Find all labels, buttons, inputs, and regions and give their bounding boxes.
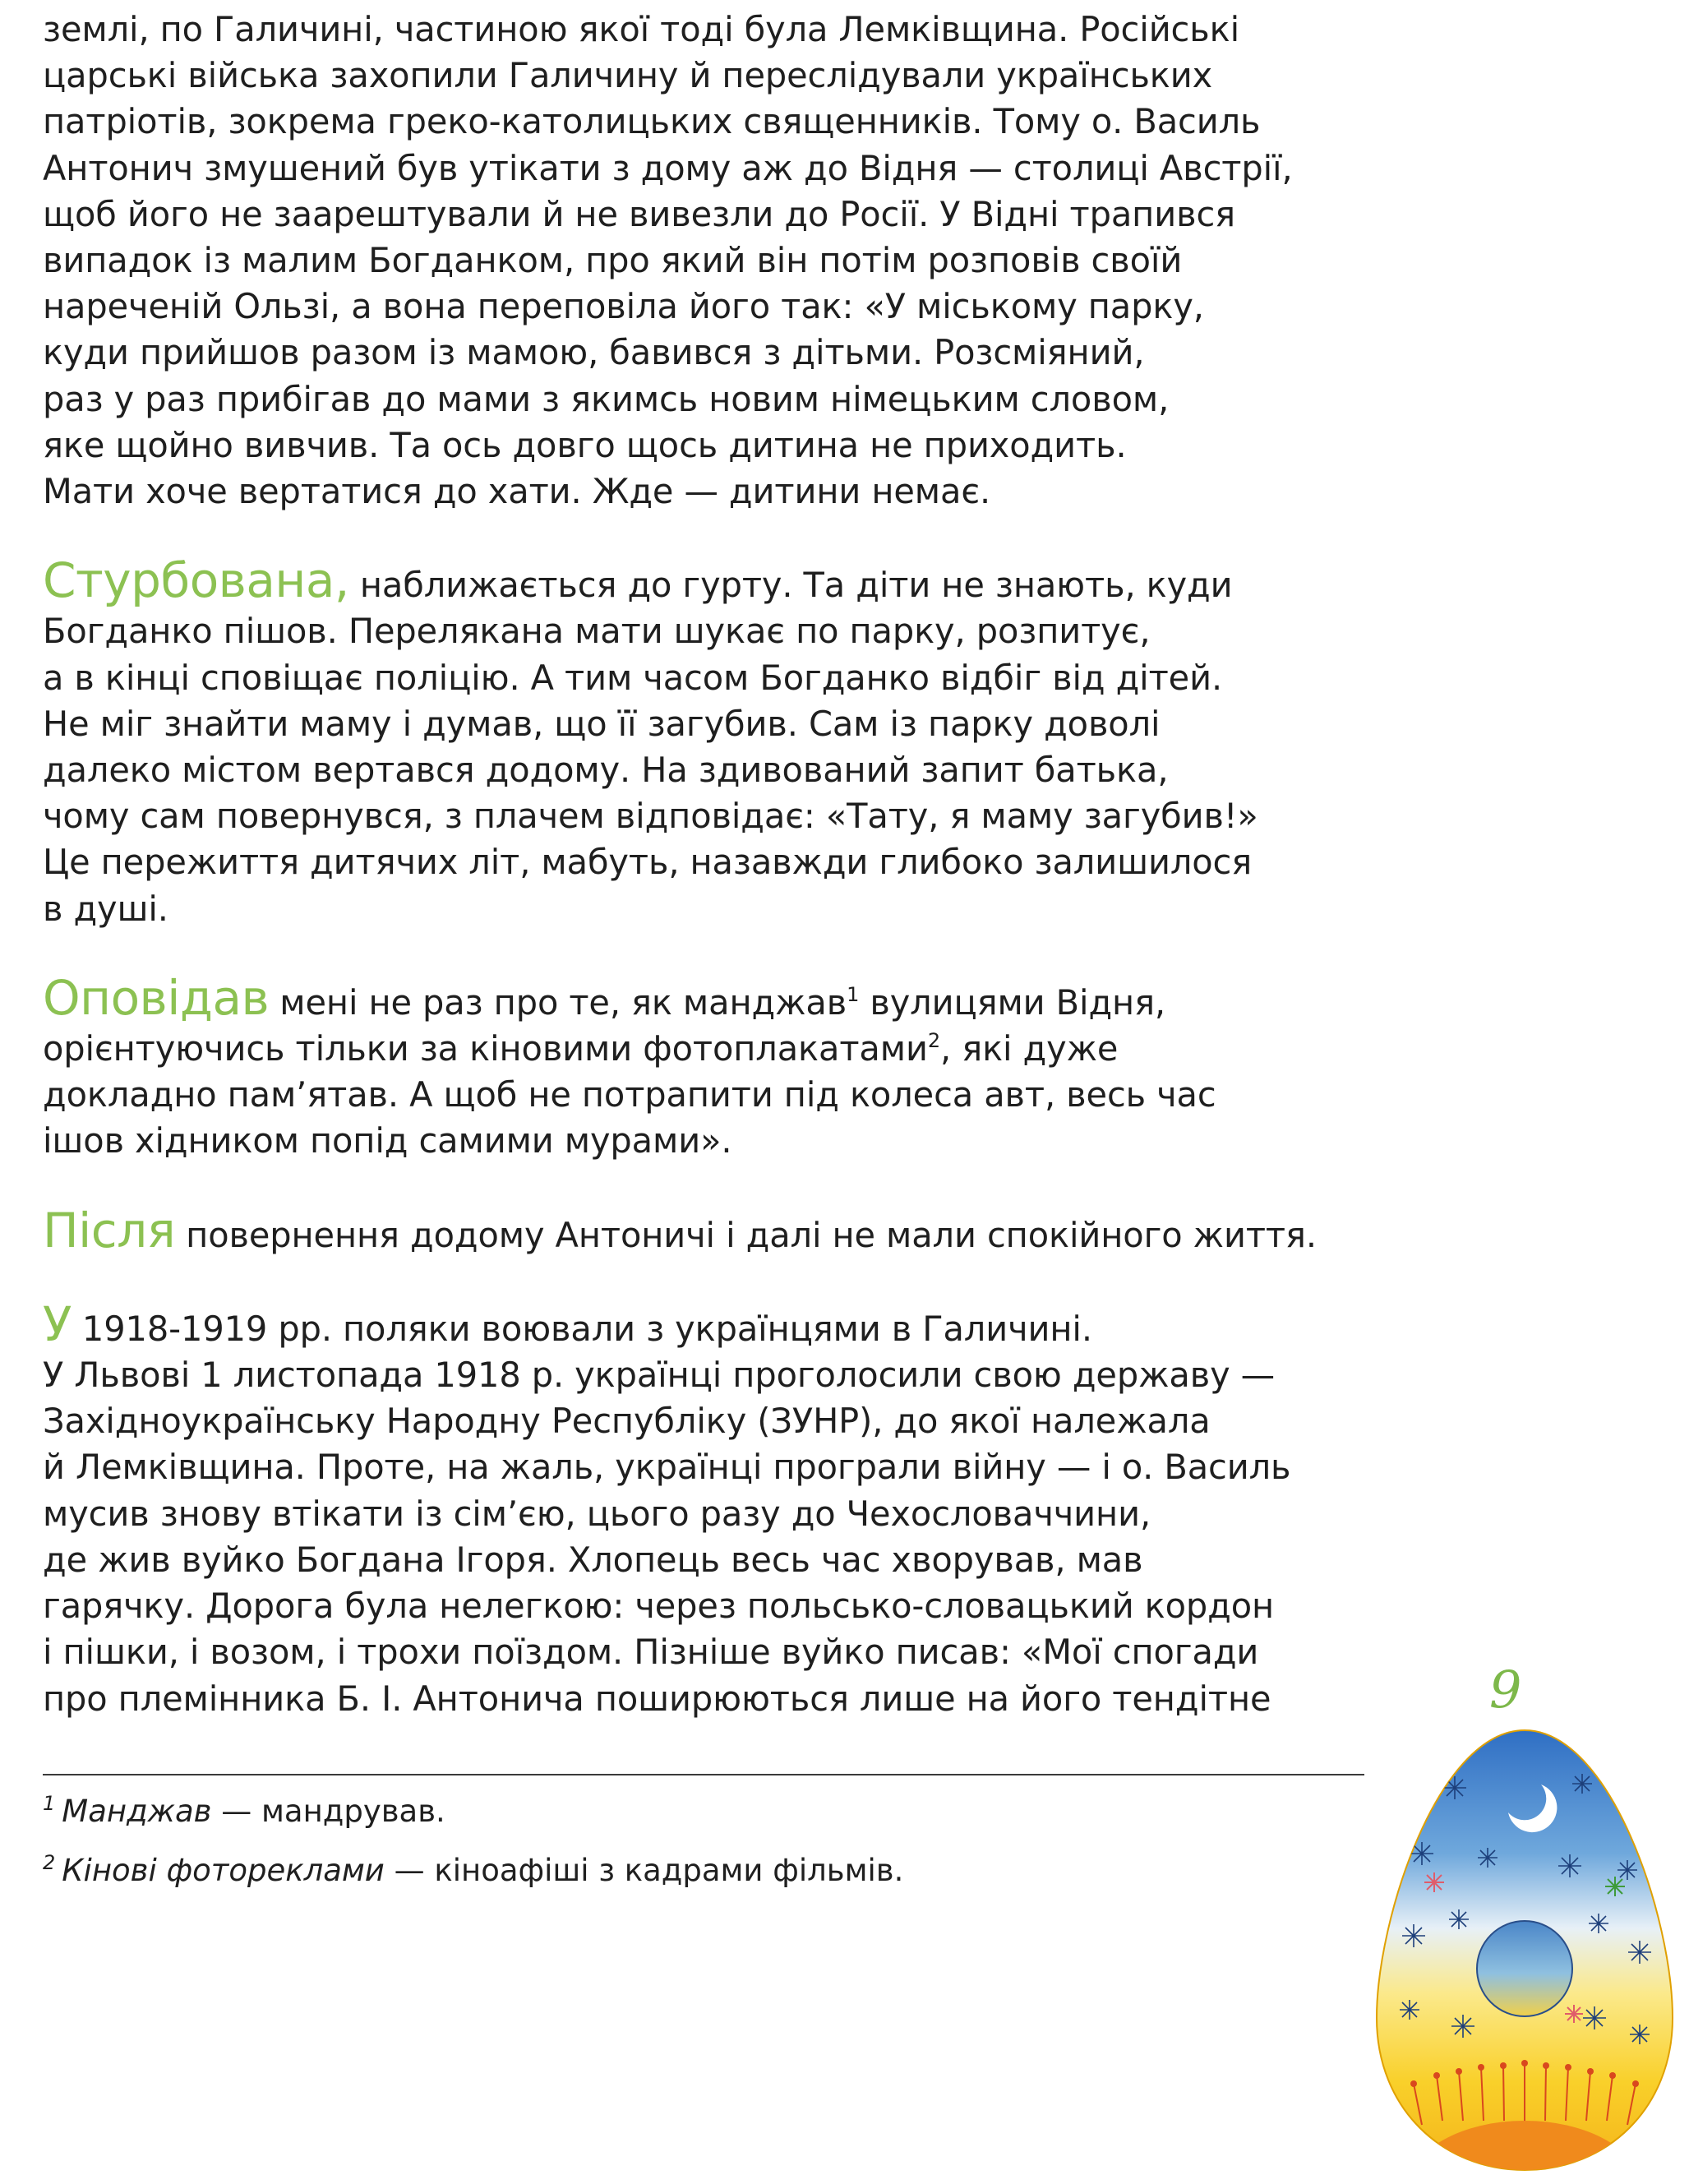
text-fragment: мені не раз про те, як манджав: [269, 981, 847, 1023]
lead-word: Після: [43, 1202, 176, 1258]
text-line: раз у раз прибігав до мами з якимсь новим німецьким словом,: [43, 378, 1170, 419]
text-line: землі, по Галичині, частиною якої тоді була Лемківщина. Російські: [43, 9, 1240, 49]
lead-word: Оповідав: [43, 969, 270, 1026]
paragraph-1: [43, 7, 1374, 515]
footnote-2: [43, 1841, 1358, 1892]
lead-word: У: [43, 1295, 72, 1352]
text-fragment: 1918-1919 рр. поляки воювали з українцями в Галичині.: [71, 1308, 1092, 1349]
paragraph-5: [43, 1295, 1374, 1722]
text-line: [43, 969, 1374, 1026]
paragraph-3: [43, 969, 1374, 1165]
text-line: де жив вуйко Богдана Ігоря. Хлопець весь час хворував, мав: [43, 1539, 1143, 1580]
text-line: щоб його не заарештували й не вивезли до Росії. У Відні трапився: [43, 193, 1236, 234]
footnote-term: Кінові фотореклами: [62, 1853, 385, 1888]
text-line: куди прийшов разом із мамою, бавився з дітьми. Розсміяний,: [43, 332, 1145, 373]
text-line: нареченій Ользі, а вона переповіла його так: «У міському парку,: [43, 286, 1204, 327]
lead-word: Стурбована,: [43, 552, 349, 609]
text-line: патріотів, зокрема греко-католицьких священників. Тому о. Василь: [43, 101, 1261, 142]
text-line: Богданко пішов. Перелякана мати шукає по парку, розпитує,: [43, 611, 1151, 652]
footnote-divider: [43, 1774, 1364, 1775]
text-line: Антонич змушений був утікати з дому аж до Відня — столиці Австрії,: [43, 147, 1293, 188]
text-line: докладно пам’ятав. А щоб не потрапити під колеса авт, весь час: [43, 1074, 1216, 1115]
text-line: й Лемківщина. Проте, на жаль, українці програли війну — і о. Василь: [43, 1447, 1291, 1488]
text-line: [43, 1295, 1374, 1352]
footnote-term: Манджав: [62, 1794, 212, 1829]
footnote-definition: — мандрував.: [211, 1794, 445, 1829]
text-line: яке щойно вивчив. Та ось довго щось дитина не приходить.: [43, 424, 1127, 465]
text-fragment: вулицями Відня,: [859, 981, 1166, 1023]
text-line: царські війська захопили Галичину й переслідували українських: [43, 55, 1213, 96]
text-line: а в кінці сповіщає поліцію. А тим часом Богданко відбіг від дітей.: [43, 657, 1223, 698]
footnotes: [43, 1782, 1358, 1900]
paragraph-4: [43, 1202, 1374, 1258]
text-line: [43, 1202, 1374, 1258]
text-line: чому сам повернувся, з плачем відповідає: «Тату, я маму загубив!»: [43, 796, 1258, 837]
text-line: [43, 1026, 1374, 1072]
paragraph-2: [43, 552, 1374, 932]
text-fragment: повернення додому Антоничі і далі не мали спокійного життя.: [175, 1214, 1317, 1255]
footnote-ref-2[interactable]: 2: [927, 1029, 941, 1053]
footnote-definition: — кіноафіші з кадрами фільмів.: [384, 1853, 904, 1888]
text-line: далеко містом вертався додому. На здивований запит батька,: [43, 750, 1169, 791]
text-line: гарячку. Дорога була нелегкою: через польсько-словацький кордон: [43, 1586, 1275, 1627]
text-line: мусив знову втікати із сім’єю, цього разу до Чехословаччини,: [43, 1493, 1151, 1534]
text-line: [43, 552, 1374, 609]
main-text: [43, 7, 1374, 1765]
text-line: Це пережиття дитячих літ, мабуть, назавжди глибоко залишилося: [43, 842, 1253, 883]
text-line: в душі.: [43, 888, 168, 929]
text-fragment: наближається до гурту. Та діти не знають, куди: [348, 565, 1233, 606]
text-fragment: , які дуже: [940, 1028, 1119, 1069]
footnote-number: 1: [43, 1792, 56, 1815]
text-fragment: орієнтуючись тільки за кіновими фотоплакатами: [43, 1028, 928, 1069]
text-line: і пішки, і возом, і трохи поїздом. Пізніше вуйко писав: «Мої спогади: [43, 1632, 1259, 1673]
text-line: Західноукраїнську Народну Республіку (ЗУНР), до якої належала: [43, 1401, 1211, 1442]
page-number: 9: [1489, 1660, 1522, 1720]
text-line: випадок із малим Богданком, про який він потім розповів своїй: [43, 240, 1183, 281]
footnote-ref-1[interactable]: 1: [847, 982, 860, 1006]
footnote-number: 2: [43, 1851, 56, 1874]
footnote-1: [43, 1782, 1358, 1833]
text-line: ішов хідником попід самими мурами».: [43, 1120, 732, 1161]
text-line: про племінника Б. І. Антонича поширюються лише на його тендітне: [43, 1678, 1271, 1719]
text-line: Мати хоче вертатися до хати. Жде — дитини немає.: [43, 471, 991, 512]
text-line: У Львові 1 листопада 1918 р. українці проголосили свою державу —: [43, 1355, 1276, 1396]
text-line: Не міг знайти маму і думав, що її загубив. Сам із парку доволі: [43, 703, 1161, 744]
painted-easter-egg-icon: [1364, 1714, 1685, 2182]
